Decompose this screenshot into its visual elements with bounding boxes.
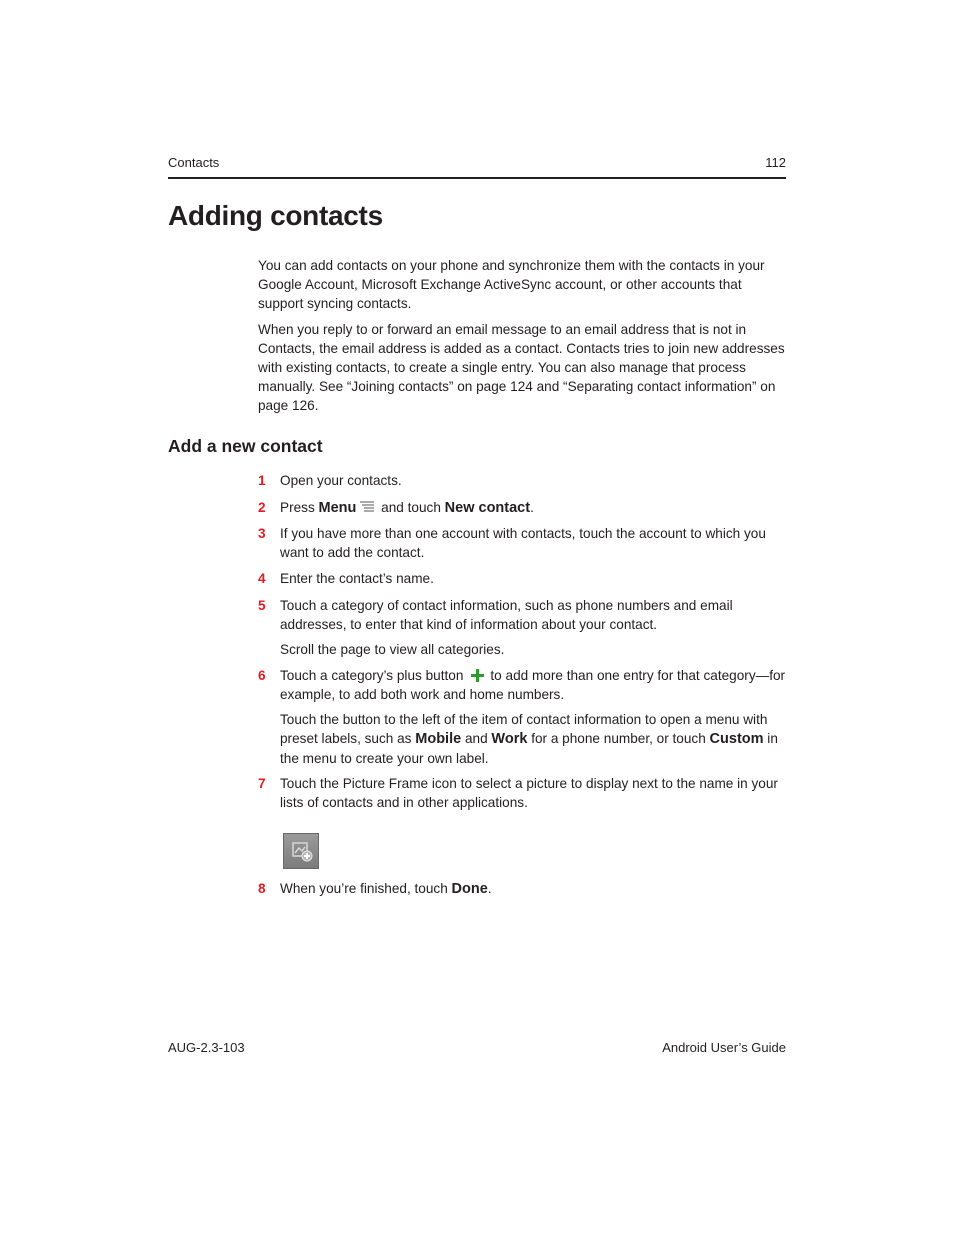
menu-label: Menu xyxy=(318,500,357,516)
step-text: Press Menu and touch New contact. xyxy=(280,500,534,516)
step-text: Enter the contact’s name. xyxy=(280,571,434,586)
picture-frame-icon xyxy=(283,833,319,869)
step-text: Open your contacts. xyxy=(280,473,402,488)
step-number: 2 xyxy=(258,500,266,515)
step-text: Touch a category’s plus button to add more than one entry for that category—for example, to add both work and home numbers. xyxy=(280,668,786,702)
custom-label: Custom xyxy=(709,731,764,747)
menu-icon xyxy=(360,501,374,513)
step-number: 5 xyxy=(258,598,266,613)
mobile-label: Mobile xyxy=(415,731,462,747)
section-title: Add a new contact xyxy=(168,436,323,456)
step-6-note: Touch the button to the left of the item of contact information to open a menu with preset labels, such as Mobile and Work for a phone number, or touch Custom in the menu to create your own label. xyxy=(280,712,778,766)
done-label: Done xyxy=(451,881,488,897)
page-number: 112 xyxy=(765,155,786,170)
document-id: AUG-2.3-103 xyxy=(168,1040,245,1055)
step-text: When you’re finished, touch Done. xyxy=(280,881,492,897)
section-name: Contacts xyxy=(168,155,220,170)
step-number: 8 xyxy=(258,881,266,896)
step-number: 6 xyxy=(258,668,266,683)
plus-icon xyxy=(471,669,484,682)
step-text: If you have more than one account with contacts, touch the account to which you want to add the contact. xyxy=(280,526,766,560)
step-number: 4 xyxy=(258,571,266,586)
step-text: Touch a category of contact information, such as phone numbers and email addresses, to enter that kind of information about your contact. xyxy=(280,598,733,632)
step-5-note: Scroll the page to view all categories. xyxy=(280,642,505,657)
guide-title: Android User’s Guide xyxy=(662,1040,786,1055)
intro-paragraph-2: When you reply to or forward an email message to an email address that is not in Contacts, the email address is added as a contact. Contacts tries to join new addresses with existing contacts, to create a single entry. You can also manage that process manually. See “Joining contacts” on page 124 and “Separating contact information” on page 126. xyxy=(258,322,785,413)
step-number: 3 xyxy=(258,526,266,541)
work-label: Work xyxy=(491,731,528,747)
step-number: 1 xyxy=(258,473,266,488)
page-header xyxy=(168,155,786,179)
page-title: Adding contacts xyxy=(168,200,383,231)
step-text: Touch the Picture Frame icon to select a picture to display next to the name in your lists of contacts and in other applications. xyxy=(280,776,778,810)
new-contact-label: New contact xyxy=(444,500,531,516)
intro-paragraph-1: You can add contacts on your phone and synchronize them with the contacts in your Google Account, Microsoft Exchange ActiveSync account, or other accounts that support syncing contacts. xyxy=(258,258,765,311)
step-number: 7 xyxy=(258,776,266,791)
